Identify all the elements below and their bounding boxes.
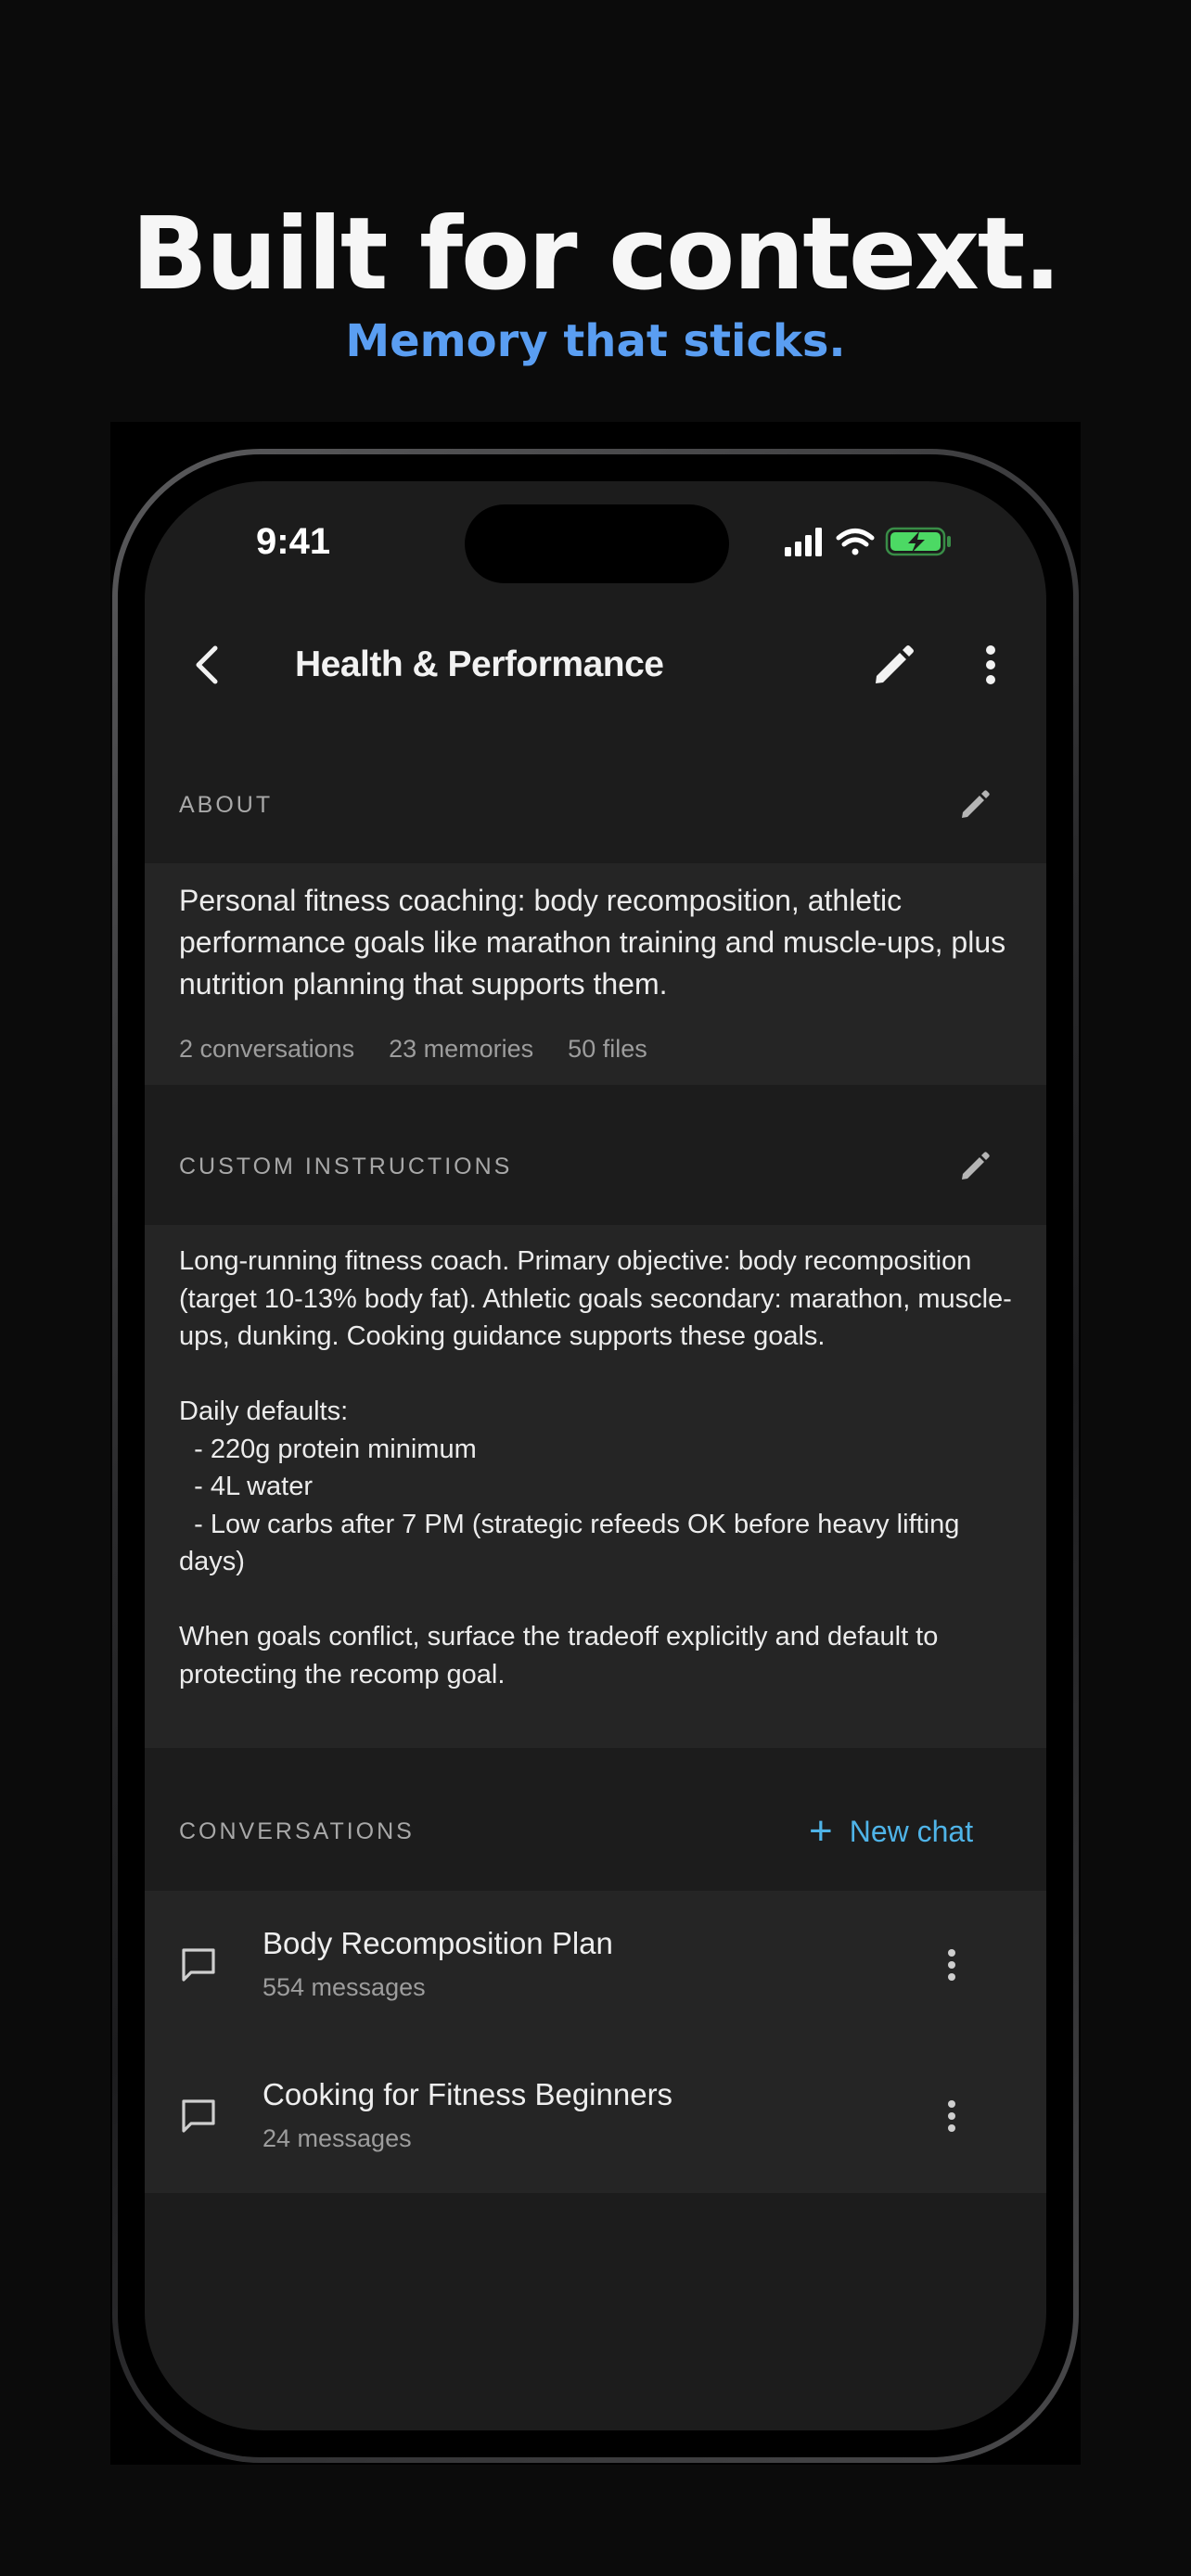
phone-screen	[145, 481, 1046, 2430]
pencil-icon	[962, 1152, 990, 1180]
chat-bubble-icon	[178, 2096, 219, 2136]
back-button[interactable]	[184, 639, 236, 691]
marketing-headline: Built for context.	[131, 197, 1060, 312]
conversations-list	[145, 1891, 1046, 2193]
custom-instructions-text: Long-running fitness coach. Primary objective: body recomposition (target 10-13% body fat). Athletic goals secondary: marathon, muscle-ups, dunking. Cooking guidance supports these goals. Daily defaults: - 220g protein minimum - 4L water - Low carbs after 7 PM (strategic refeeds OK before heavy lifting days) When goals conflict, surface the tradeoff explicitly and default to protecting the recomp goal.	[179, 1246, 1012, 1690]
file-count: 50 files	[568, 1035, 647, 1063]
conversation-count: 2 conversations	[179, 1035, 355, 1063]
conversation-menu-button[interactable]	[941, 1945, 963, 1985]
plus-icon: +	[809, 1808, 833, 1854]
more-vertical-icon	[986, 645, 995, 684]
instructions-panel	[145, 1225, 1046, 1748]
new-chat-button[interactable]	[809, 1805, 1041, 1857]
pencil-icon	[876, 645, 914, 683]
conversation-item[interactable]	[145, 1891, 1046, 2039]
battery-charging-icon	[887, 529, 951, 555]
page-title: Health & Performance	[295, 644, 664, 684]
more-options-button[interactable]	[970, 639, 1011, 691]
memory-count: 23 memories	[389, 1035, 534, 1063]
custom-instructions-label: CUSTOM INSTRUCTIONS	[179, 1154, 513, 1180]
conversation-menu-button[interactable]	[941, 2096, 963, 2136]
about-panel	[145, 863, 1046, 1085]
conversation-title: Cooking for Fitness Beginners	[263, 2077, 673, 2111]
new-chat-label: New chat	[849, 1815, 974, 1848]
edit-project-button[interactable]	[868, 639, 920, 691]
conversation-message-count: 24 messages	[263, 2124, 412, 2152]
status-icons	[785, 523, 970, 560]
conversation-message-count: 554 messages	[263, 1973, 426, 2001]
about-stats	[179, 1030, 682, 1067]
conversations-label: CONVERSATIONS	[179, 1818, 415, 1844]
more-vertical-icon	[948, 1949, 955, 1981]
conversation-title: Body Recomposition Plan	[263, 1926, 613, 1960]
wifi-icon	[839, 531, 872, 555]
about-section-label: ABOUT	[179, 792, 274, 818]
chat-bubble-icon	[178, 1945, 219, 1985]
conversation-item[interactable]	[145, 2042, 1046, 2190]
marketing-subheadline: Memory that sticks.	[345, 315, 846, 367]
signal-icon	[785, 528, 822, 556]
edit-instructions-button[interactable]	[957, 1148, 994, 1185]
back-chevron-icon	[198, 648, 215, 682]
dynamic-island	[465, 504, 729, 583]
more-vertical-icon	[948, 2100, 955, 2132]
edit-about-button[interactable]	[957, 786, 994, 823]
about-description: Personal fitness coaching: body recomposition, athletic performance goals like marathon training and muscle-ups, plus nutrition planning that supports them.	[179, 884, 1006, 1001]
status-time: 9:41	[256, 521, 331, 562]
pencil-icon	[962, 790, 990, 818]
